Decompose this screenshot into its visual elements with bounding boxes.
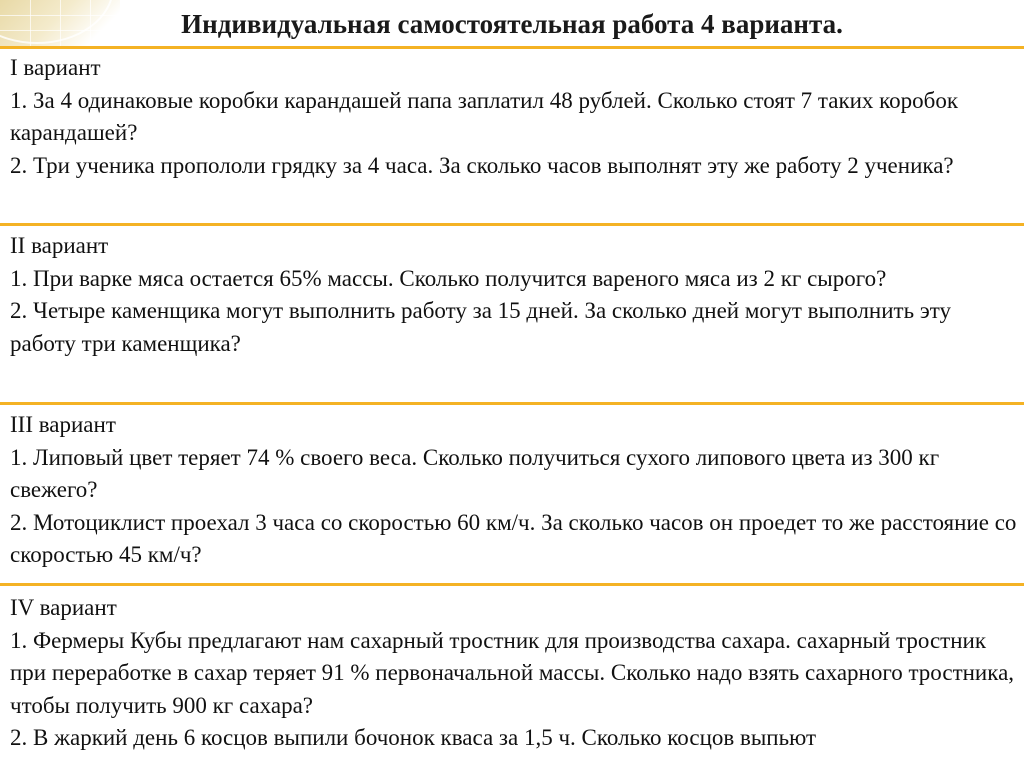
divider-rule	[0, 402, 1024, 405]
variant-2-section	[10, 230, 1018, 360]
divider-rule	[0, 583, 1024, 586]
variant-heading: II вариант	[10, 233, 109, 258]
variant-heading: I вариант	[10, 55, 101, 80]
page-title: Индивидуальная самостоятельная работа 4 варианта.	[181, 9, 843, 39]
variant-3-section	[10, 409, 1018, 572]
task-text: 2. Четыре каменщика могут выполнить работу за 15 дней. За сколько дней могут выполнить эту работу три каменщика?	[10, 298, 951, 356]
task-text: 2. Три ученика пропололи грядку за 4 часа. За сколько часов выполнят эту же работу 2 ученика?	[10, 152, 954, 178]
task-text: 2. В жаркий день 6 косцов выпили бочонок кваса за 1,5 ч. Сколько косцов выпьют	[10, 725, 817, 750]
variant-4-section	[10, 592, 1018, 755]
task-text: 1. При варке мяса остается 65% массы. Сколько получится вареного мяса из 2 кг сырого?	[10, 265, 887, 291]
task-text: 2. Мотоциклист проехал 3 часа со скоростью 60 км/ч. За сколько часов он проедет то же расстояние со скоростью 45 км/ч?	[10, 509, 1017, 567]
variant-heading: IV вариант	[10, 595, 117, 620]
divider-rule	[0, 223, 1024, 226]
task-text: 1. Липовый цвет теряет 74 % своего веса. Сколько получиться сухого липового цвета из 300 кг свежего?	[10, 444, 940, 502]
task-text: 1. За 4 одинаковые коробки карандашей папа заплатил 48 рублей. Сколько стоят 7 таких коробок карандашей?	[10, 87, 959, 145]
task-text: 1. Фермеры Кубы предлагают нам сахарный тростник для производства сахара. сахарный тростник при переработке в сахар теряет 91 % первоначальной массы. Сколько надо взять сахарного тростника, чтобы получить 900 кг сахара?	[10, 627, 1015, 718]
variant-1-section	[10, 52, 1018, 182]
divider-rule	[0, 46, 1024, 49]
variant-heading: III вариант	[10, 412, 116, 437]
